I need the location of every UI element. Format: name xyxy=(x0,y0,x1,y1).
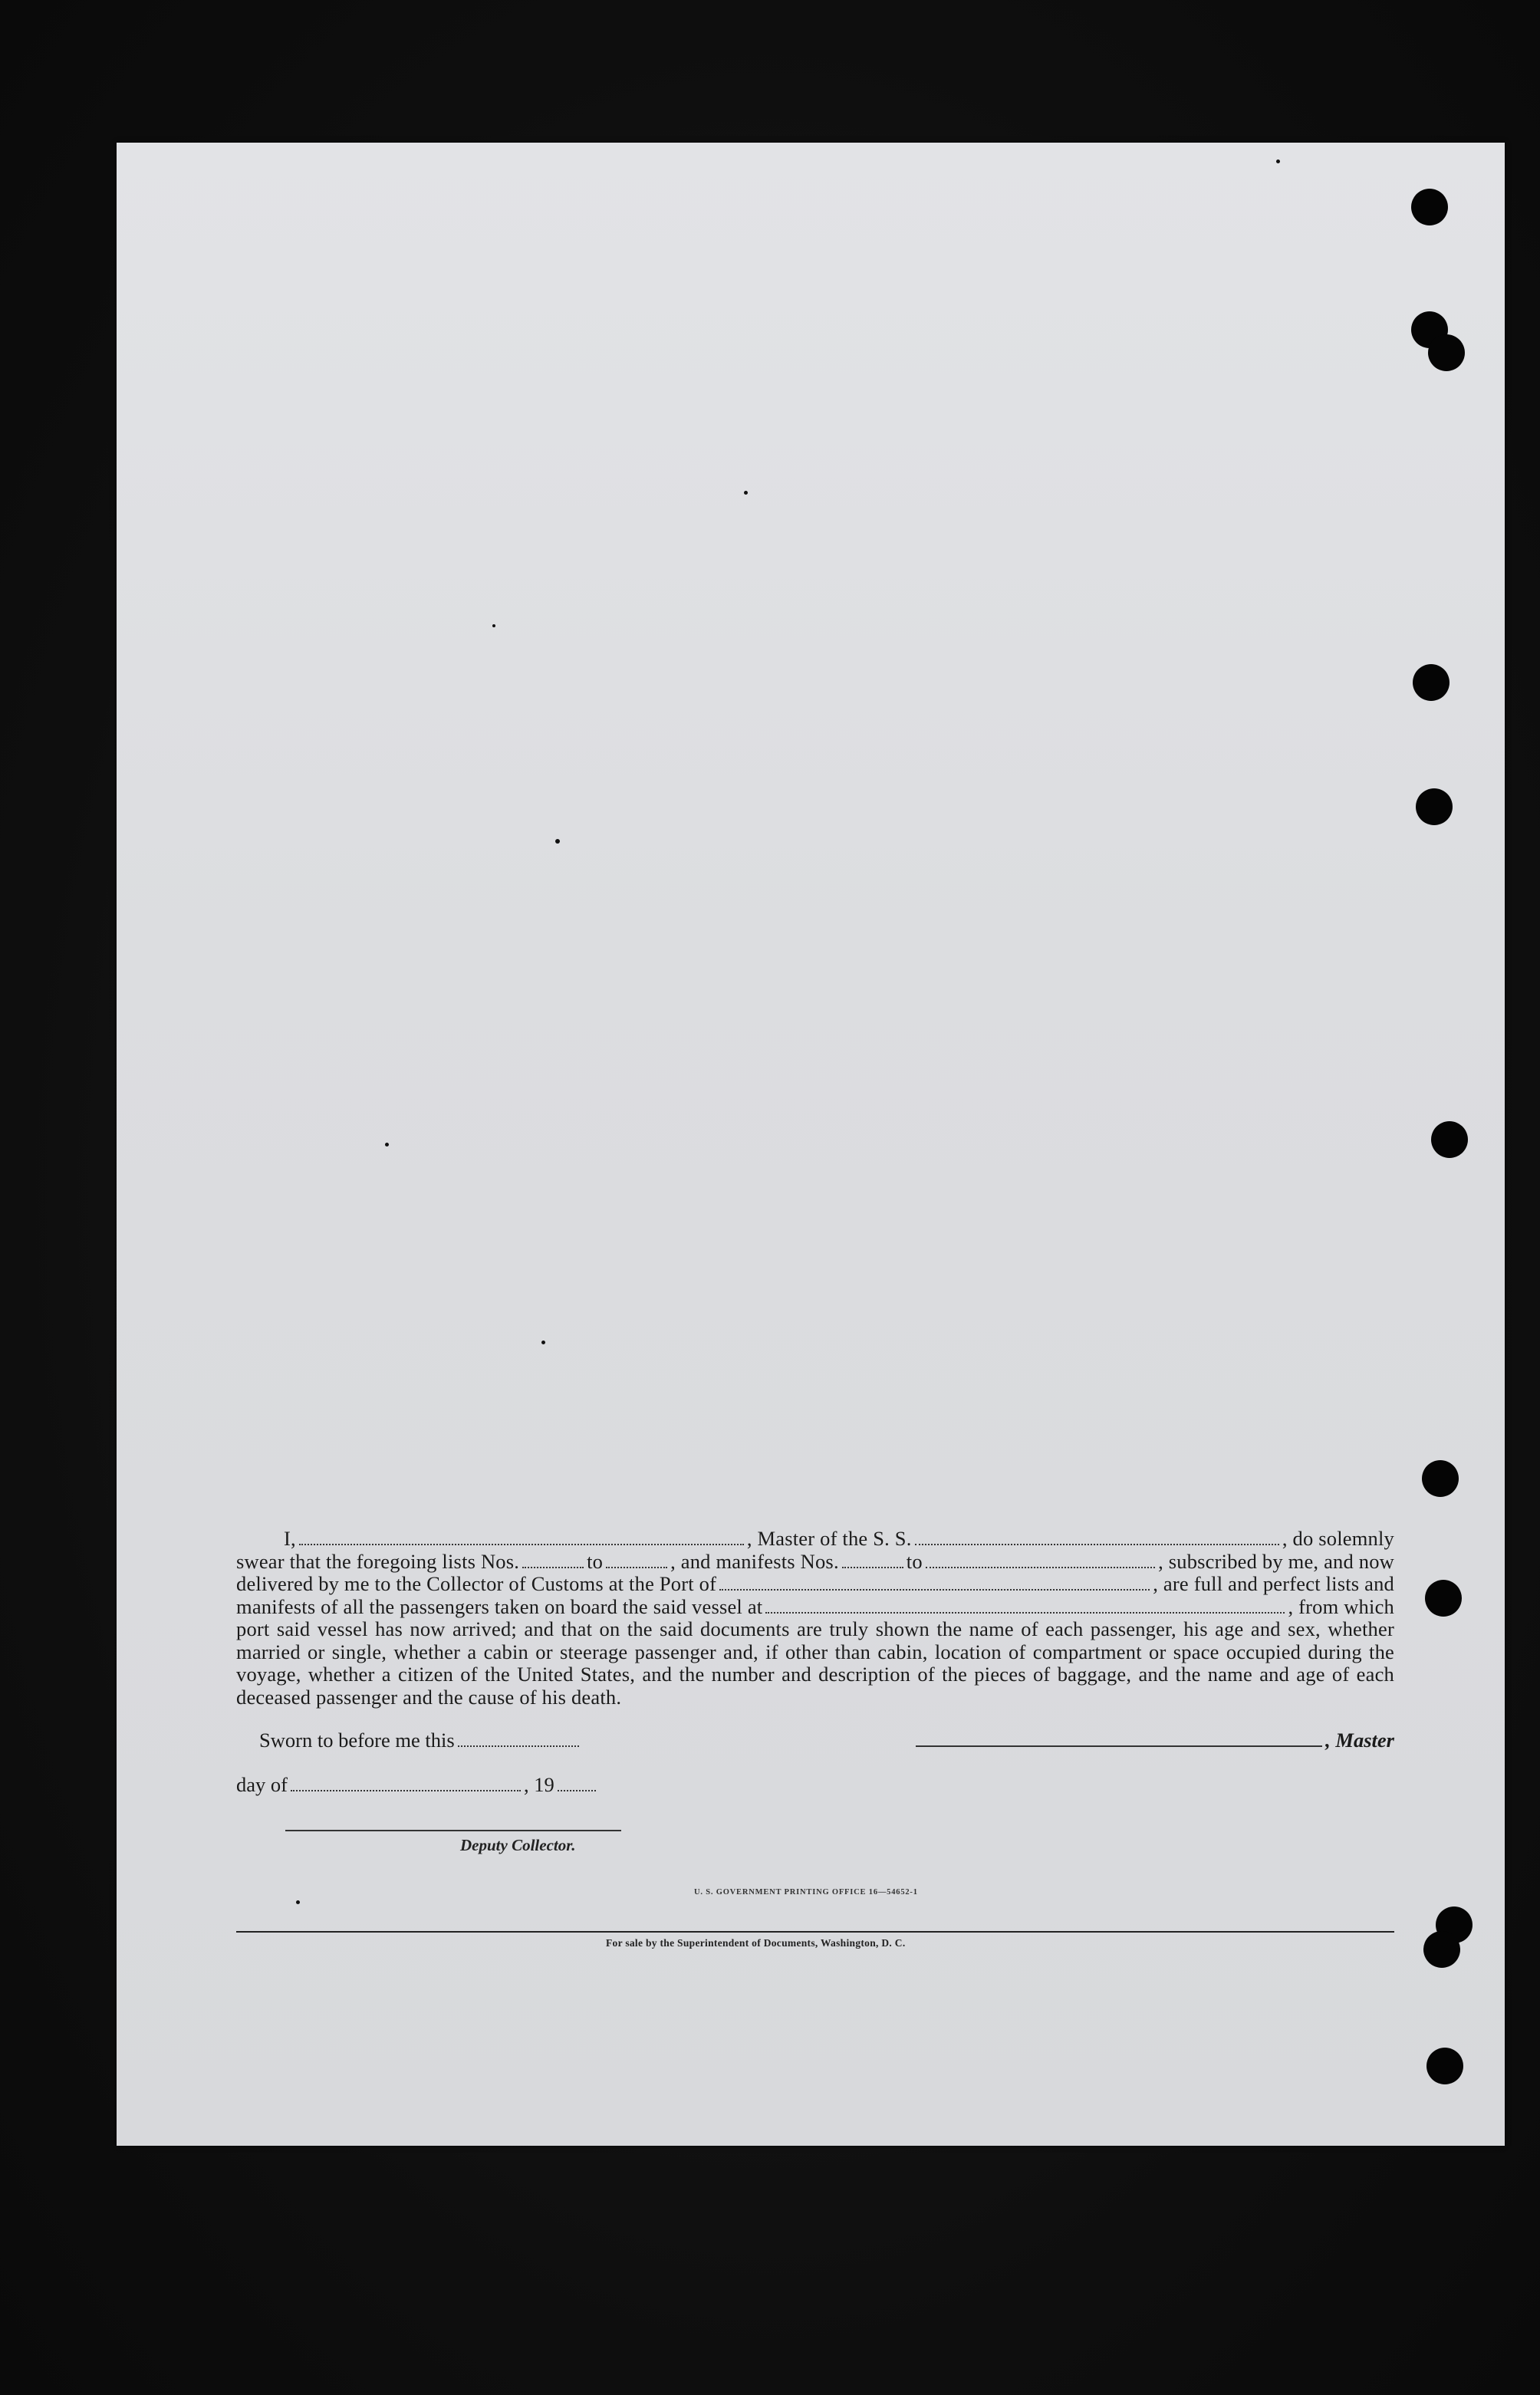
oath-text: I, xyxy=(284,1527,296,1550)
day-of-label: day of xyxy=(236,1773,288,1796)
sworn-label: Sworn to before me this xyxy=(259,1729,455,1752)
port-blank[interactable] xyxy=(719,1575,1150,1591)
oath-line-3 xyxy=(236,1573,1394,1596)
dust-speck xyxy=(555,839,560,844)
list-to-blank[interactable] xyxy=(606,1553,667,1568)
vessel-blank[interactable] xyxy=(915,1530,1279,1545)
oath-text: delivered by me to the Collector of Customs at the Port of xyxy=(236,1572,717,1595)
manifest-page xyxy=(117,143,1505,2146)
dust-speck xyxy=(541,1341,545,1344)
punch-hole xyxy=(1428,334,1465,371)
oath-line-1 xyxy=(236,1528,1394,1551)
master-signature-line[interactable] xyxy=(916,1732,1322,1747)
year-blank[interactable] xyxy=(558,1776,596,1791)
oath-paragraph xyxy=(236,1528,1394,1709)
punch-hole xyxy=(1425,1580,1462,1617)
oath-text: to xyxy=(587,1549,604,1573)
manifest-to-blank[interactable] xyxy=(926,1553,1155,1568)
punch-hole xyxy=(1423,1931,1460,1968)
punch-hole xyxy=(1431,1121,1468,1158)
oath-line-2 xyxy=(236,1551,1394,1574)
dust-speck xyxy=(1276,160,1280,163)
punch-hole xyxy=(1413,664,1450,701)
printer-imprint: U. S. GOVERNMENT PRINTING OFFICE 16—54652-1 xyxy=(694,1888,918,1897)
punch-hole xyxy=(1416,788,1453,825)
dust-speck xyxy=(296,1900,300,1904)
master-label: , Master xyxy=(1325,1729,1394,1752)
dust-speck xyxy=(385,1143,389,1147)
dust-speck xyxy=(492,624,495,627)
name-blank[interactable] xyxy=(299,1530,744,1545)
oath-text: , are full and perfect lists and xyxy=(1153,1572,1394,1595)
master-signature-row xyxy=(913,1729,1394,1752)
day-row xyxy=(236,1773,599,1797)
month-blank[interactable] xyxy=(291,1776,521,1791)
year-prefix: , 19 xyxy=(523,1773,554,1796)
list-from-blank[interactable] xyxy=(522,1553,584,1568)
oath-text: , subscribed by me, and now xyxy=(1158,1549,1394,1573)
footer-rule xyxy=(236,1931,1394,1933)
punch-hole xyxy=(1426,2048,1463,2084)
punch-hole xyxy=(1411,189,1448,225)
oath-text: , from which xyxy=(1288,1594,1394,1618)
sworn-row xyxy=(259,1729,582,1752)
punch-hole xyxy=(1422,1460,1459,1497)
oath-text: swear that the foregoing lists Nos. xyxy=(236,1549,520,1573)
sworn-day-blank[interactable] xyxy=(458,1732,579,1747)
sale-notice: For sale by the Superintendent of Documents, Washington, D. C. xyxy=(606,1937,906,1949)
deputy-signature-line[interactable] xyxy=(285,1830,621,1831)
oath-text: , do solemnly xyxy=(1282,1527,1394,1550)
departure-port-blank[interactable] xyxy=(765,1598,1285,1614)
oath-body: port said vessel has now arrived; and that on the said documents are truly shown the name of each passenger, his age and sex, whether married or single, whether a cabin or steerage passenger and, if other than cabin, location of compartment or space occupied during the voyage, whether a citizen of the United States, and the number and description of the pieces of baggage, and the name and age of each deceased passenger and the cause of his death. xyxy=(236,1617,1394,1709)
manifest-from-blank[interactable] xyxy=(842,1553,903,1568)
oath-text: , and manifests Nos. xyxy=(670,1549,839,1573)
dust-speck xyxy=(744,491,748,495)
oath-text: manifests of all the passengers taken on board the said vessel at xyxy=(236,1594,763,1618)
oath-line-4 xyxy=(236,1596,1394,1619)
oath-text: to xyxy=(906,1549,923,1573)
deputy-collector-label: Deputy Collector. xyxy=(460,1836,576,1854)
oath-text: , Master of the S. S. xyxy=(746,1527,912,1550)
